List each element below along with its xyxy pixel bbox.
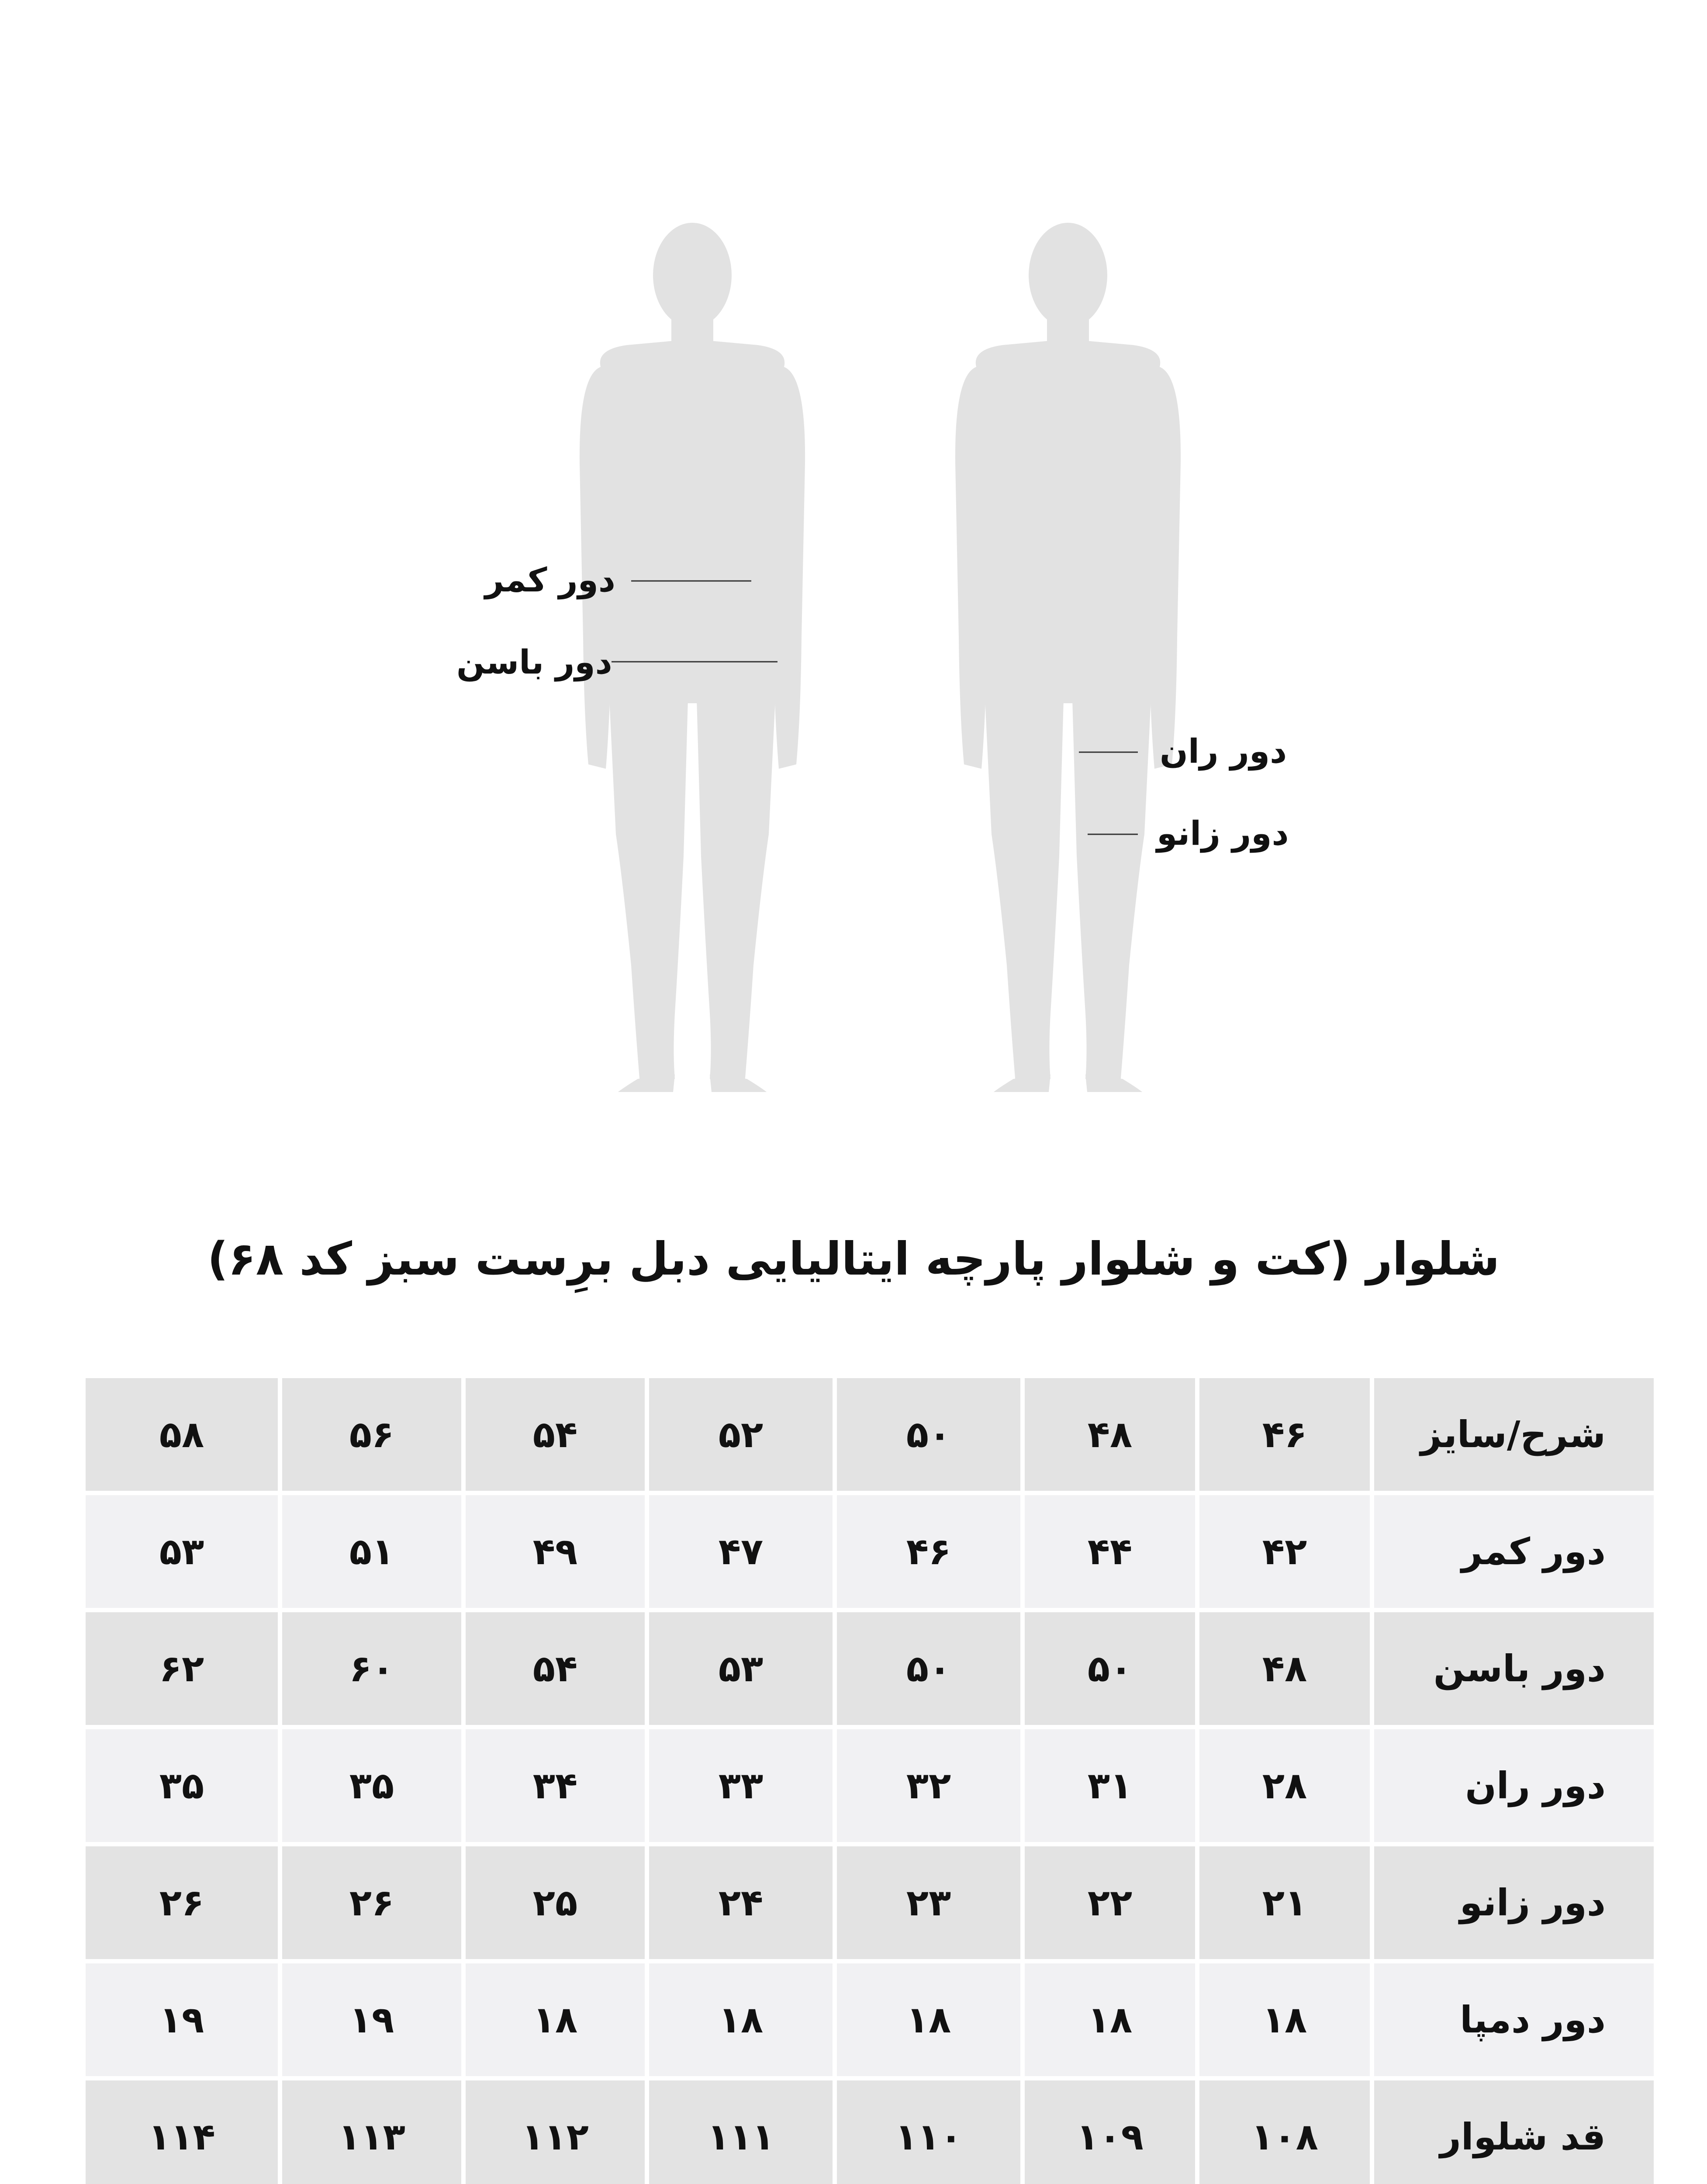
value-cell: ۳۱ xyxy=(1025,1729,1195,1842)
table-row xyxy=(86,1612,1654,1725)
value-cell: ۱۹ xyxy=(86,1963,278,2076)
size-chart-table xyxy=(81,1374,1658,2184)
row-label-cell: دور زانو xyxy=(1374,1846,1654,1959)
value-cell: ۱۱۲ xyxy=(466,2080,645,2184)
value-cell: ۲۶ xyxy=(86,1846,278,1959)
value-cell: ۶۰ xyxy=(282,1612,461,1725)
value-cell: ۴۶ xyxy=(837,1495,1020,1608)
value-cell: ۱۱۰ xyxy=(837,2080,1020,2184)
value-cell: ۲۲ xyxy=(1025,1846,1195,1959)
value-cell: ۲۸ xyxy=(1199,1729,1370,1842)
row-label-cell: دور دمپا xyxy=(1374,1963,1654,2076)
table-row xyxy=(86,1846,1654,1959)
row-label-cell: دور کمر xyxy=(1374,1495,1654,1608)
value-cell: ۵۰ xyxy=(837,1612,1020,1725)
value-cell: ۳۲ xyxy=(837,1729,1020,1842)
value-cell: ۵۳ xyxy=(649,1612,833,1725)
size-cell: ۴۸ xyxy=(1025,1378,1195,1491)
value-cell: ۱۱۱ xyxy=(649,2080,833,2184)
header-row xyxy=(86,1378,1654,1491)
front-silhouette xyxy=(955,223,1181,1092)
value-cell: ۵۴ xyxy=(466,1612,645,1725)
value-cell: ۴۷ xyxy=(649,1495,833,1608)
value-cell: ۱۸ xyxy=(837,1963,1020,2076)
table-row xyxy=(86,1495,1654,1608)
value-cell: ۱۹ xyxy=(282,1963,461,2076)
hip-callout: دور باسن xyxy=(456,643,612,681)
value-cell: ۱۱۴ xyxy=(86,2080,278,2184)
value-cell: ۳۵ xyxy=(282,1729,461,1842)
value-cell: ۳۳ xyxy=(649,1729,833,1842)
thigh-callout: دور ران xyxy=(1160,732,1287,771)
value-cell: ۴۹ xyxy=(466,1495,645,1608)
value-cell: ۴۸ xyxy=(1199,1612,1370,1725)
page-title: شلوار (کت و شلوار پارچه ایتالیایی دبل برِست سبز کد ۶۸) xyxy=(207,1232,1500,1286)
size-cell: ۵۸ xyxy=(86,1378,278,1491)
value-cell: ۵۱ xyxy=(282,1495,461,1608)
value-cell: ۱۸ xyxy=(466,1963,645,2076)
header-label-cell: شرح/سایز xyxy=(1374,1378,1654,1491)
size-cell: ۵۴ xyxy=(466,1378,645,1491)
value-cell: ۲۴ xyxy=(649,1846,833,1959)
value-cell: ۴۴ xyxy=(1025,1495,1195,1608)
row-label-cell: دور ران xyxy=(1374,1729,1654,1842)
value-cell: ۱۸ xyxy=(1025,1963,1195,2076)
size-cell: ۵۰ xyxy=(837,1378,1020,1491)
value-cell: ۳۴ xyxy=(466,1729,645,1842)
value-cell: ۲۵ xyxy=(466,1846,645,1959)
knee-callout: دور زانو xyxy=(1157,814,1289,853)
value-cell: ۲۳ xyxy=(837,1846,1020,1959)
value-cell: ۶۲ xyxy=(86,1612,278,1725)
size-cell: ۵۶ xyxy=(282,1378,461,1491)
value-cell: ۵۳ xyxy=(86,1495,278,1608)
value-cell: ۴۲ xyxy=(1199,1495,1370,1608)
value-cell: ۲۶ xyxy=(282,1846,461,1959)
table-row xyxy=(86,2080,1654,2184)
table-row xyxy=(86,1729,1654,1842)
waist-callout: دور کمر xyxy=(485,560,615,599)
row-label-cell: قد شلوار xyxy=(1374,2080,1654,2184)
value-cell: ۱۰۸ xyxy=(1199,2080,1370,2184)
value-cell: ۱۸ xyxy=(649,1963,833,2076)
table-row xyxy=(86,1963,1654,2076)
value-cell: ۱۸ xyxy=(1199,1963,1370,2076)
value-cell: ۱۰۹ xyxy=(1025,2080,1195,2184)
size-cell: ۵۲ xyxy=(649,1378,833,1491)
value-cell: ۳۵ xyxy=(86,1729,278,1842)
value-cell: ۱۱۳ xyxy=(282,2080,461,2184)
size-cell: ۴۶ xyxy=(1199,1378,1370,1491)
back-silhouette xyxy=(580,223,805,1092)
row-label-cell: دور باسن xyxy=(1374,1612,1654,1725)
value-cell: ۵۰ xyxy=(1025,1612,1195,1725)
value-cell: ۲۱ xyxy=(1199,1846,1370,1959)
